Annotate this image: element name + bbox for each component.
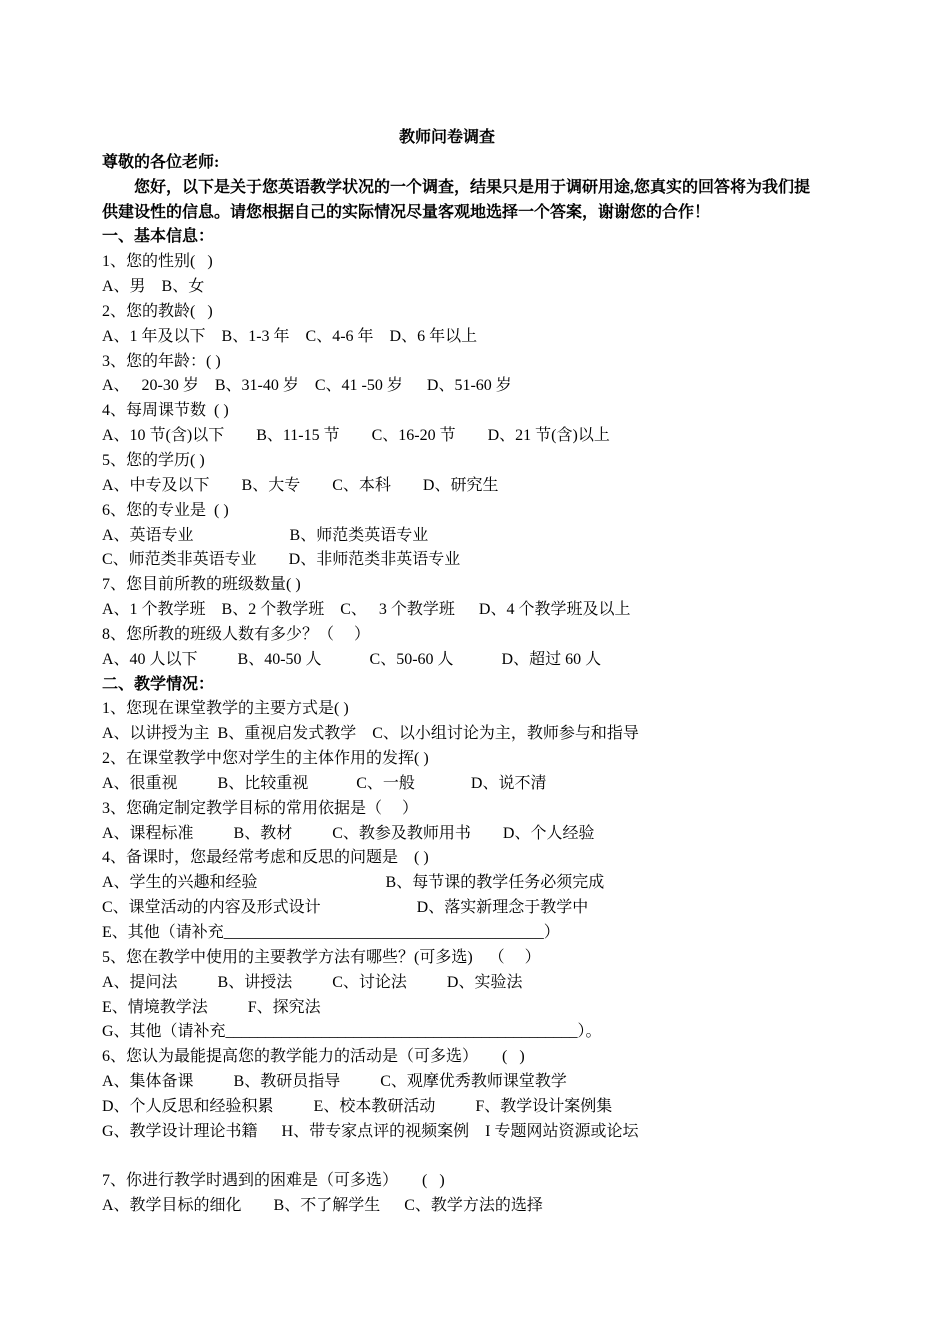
answer-options: D、个人反思和经验积累 E、校本教研活动 F、教学设计案例集 — [102, 1097, 613, 1115]
answer-options: A、集体备课 B、教研员指导 C、观摩优秀教师课堂教学 — [102, 1073, 567, 1091]
question: 3、您的年龄：( ) — [102, 352, 221, 370]
answer-options: G、其他（请补充____________________________________________）。 — [102, 1023, 602, 1041]
answer-options: G、教学设计理论书籍 H、带专家点评的视频案例 I 专题网站资源或论坛 — [102, 1122, 639, 1140]
answer-options: E、其他（请补充________________________________________） — [102, 924, 560, 941]
question: 1、您的性别( ) — [102, 253, 213, 271]
question: 3、您确定制定教学目标的常用依据是（ ） — [102, 799, 419, 817]
answer-options: A、以讲授为主 B、重视启发式教学 C、以小组讨论为主，教师参与和指导 — [102, 725, 639, 743]
question: 7、你进行教学时遇到的困难是（可多选） ( ) — [102, 1172, 445, 1190]
question: 6、您认为最能提高您的教学能力的活动是（可多选） ( ) — [102, 1048, 525, 1066]
intro-line: 您好，以下是关于您英语教学状况的一个调查，结果只是用于调研用途,您真实的回答将为我们提 — [134, 178, 811, 196]
answer-options: A、提问法 B、讲授法 C、讨论法 D、实验法 — [102, 973, 523, 991]
question: 5、您的学历( ) — [102, 451, 205, 469]
question: 8、您所教的班级人数有多少？（ ） — [102, 625, 371, 643]
question: 5、您在教学中使用的主要教学方法有哪些？(可多选) （ ） — [102, 948, 541, 966]
answer-options: A、 20-30 岁 B、31-40 岁 C、41 -50 岁 D、51-60 岁 — [102, 377, 512, 395]
question: 7、您目前所教的班级数量( ) — [102, 576, 301, 594]
answer-options: A、男 B、女 — [102, 278, 205, 296]
section-basic-info — [102, 250, 852, 672]
answer-options: E、情境教学法 F、探究法 — [102, 998, 321, 1016]
answer-options: A、40 人以下 B、40-50 人 C、50-60 人 D、超过 60 人 — [102, 650, 602, 668]
question: 4、每周课节数 ( ) — [102, 402, 229, 420]
answer-options: A、教学目标的细化 B、不了解学生 C、教学方法的选择 — [102, 1197, 543, 1215]
greeting: 尊敬的各位老师: — [102, 153, 220, 171]
answer-options: A、1 个教学班 B、2 个教学班 C、 3 个教学班 D、4 个教学班及以上 — [102, 601, 631, 619]
answer-options: A、学生的兴趣和经验 B、每节课的教学任务必须完成 — [102, 874, 605, 892]
question: 1、您现在课堂教学的主要方式是( ) — [102, 700, 349, 718]
document-title: 教师问卷调查 — [398, 129, 495, 146]
question: 2、您的教龄( ) — [102, 302, 213, 320]
answer-options: C、课堂活动的内容及形式设计 D、落实新理念于教学中 — [102, 899, 589, 917]
answer-options: C、师范类非英语专业 D、非师范类非英语专业 — [102, 551, 461, 569]
section-teaching — [102, 697, 852, 1219]
survey-document — [102, 126, 852, 1219]
answer-options: A、课程标准 B、教材 C、教参及教师用书 D、个人经验 — [102, 824, 595, 842]
answer-options: A、很重视 B、比较重视 C、一般 D、说不清 — [102, 774, 547, 792]
answer-options: A、10 节(含)以下 B、11-15 节 C、16-20 节 D、21 节(含)以上 — [102, 427, 610, 445]
section-heading: 二、教学情况： — [102, 675, 215, 693]
answer-options: A、中专及以下 B、大专 C、本科 D、研究生 — [102, 476, 499, 494]
answer-options: A、英语专业 B、师范类英语专业 — [102, 526, 429, 544]
question: 4、备课时，您最经常考虑和反思的问题是 ( ) — [102, 849, 429, 867]
intro-line: 供建设性的信息。请您根据自己的实际情况尽量客观地选择一个答案，谢谢您的合作！ — [102, 203, 711, 221]
blank-line — [102, 1145, 852, 1170]
answer-options: A、1 年及以下 B、1-3 年 C、4-6 年 D、6 年以上 — [102, 327, 478, 345]
question: 2、在课堂教学中您对学生的主体作用的发挥( ) — [102, 750, 429, 768]
section-heading: 一、基本信息： — [102, 228, 215, 246]
question: 6、您的专业是 ( ) — [102, 501, 229, 519]
